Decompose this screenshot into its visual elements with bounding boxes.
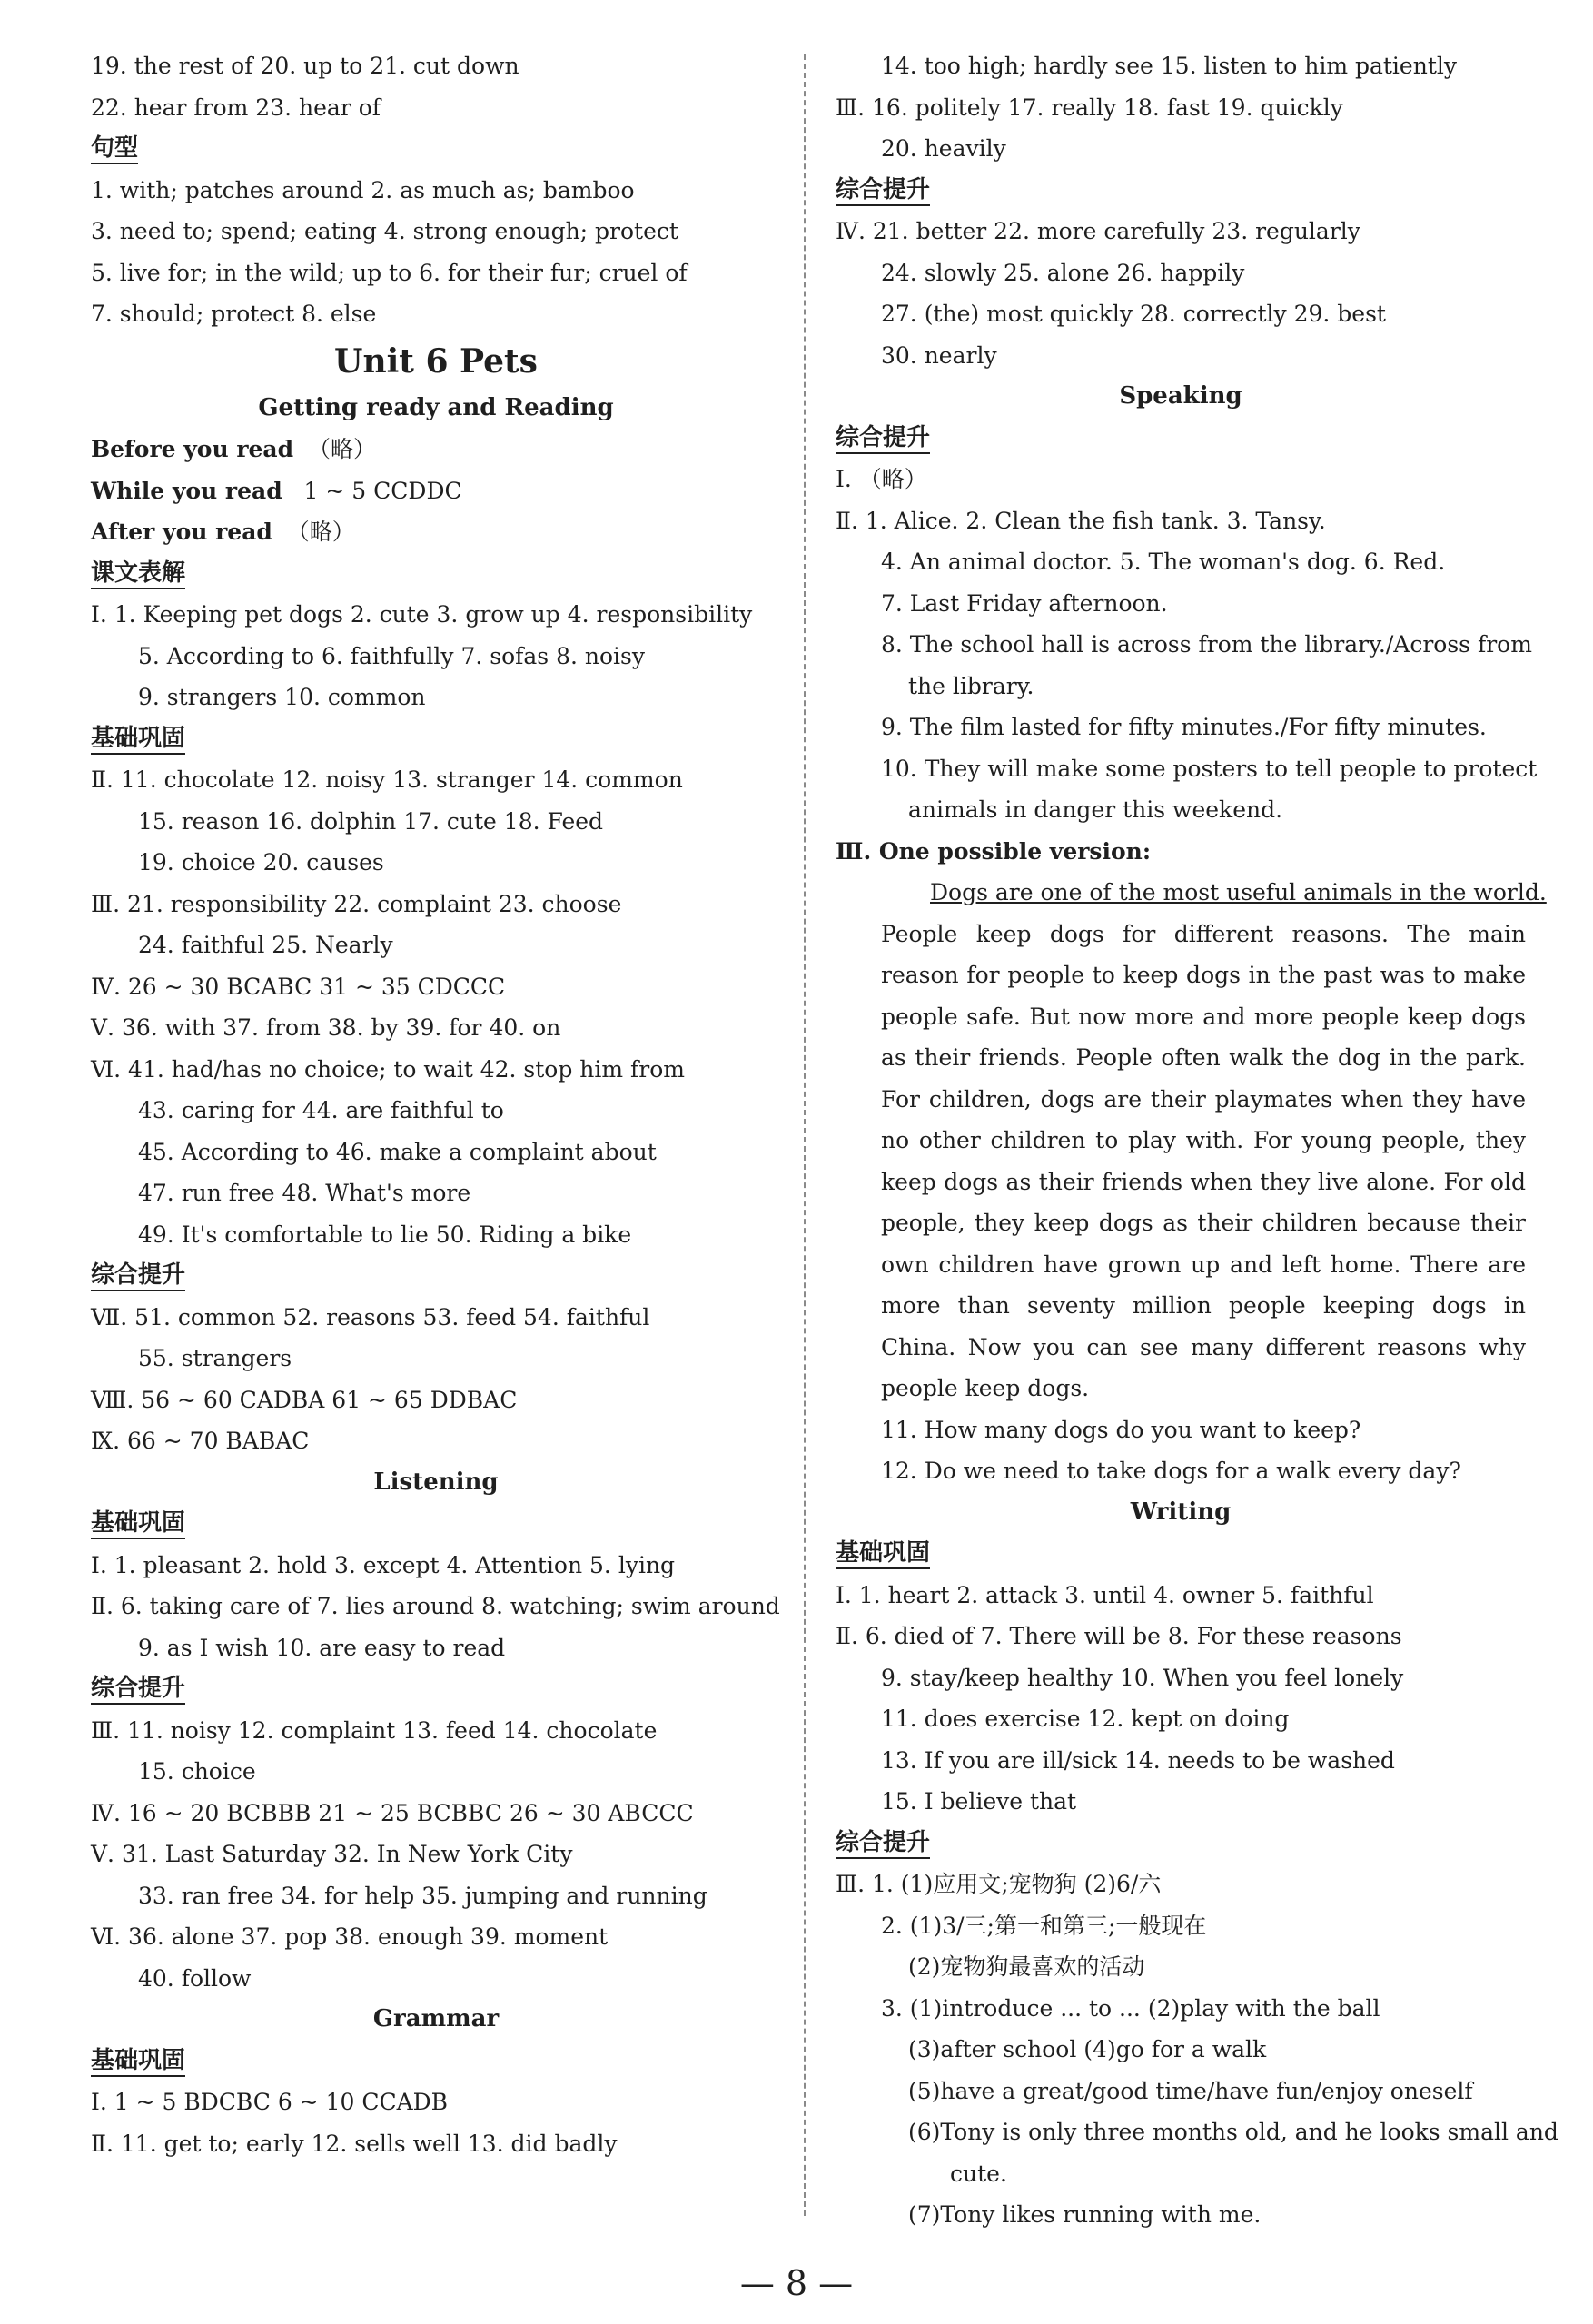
unit-title: Unit 6 Pets: [334, 341, 538, 381]
answer-line: Ⅳ. 21. better 22. more carefully 23. regularly: [836, 218, 1360, 244]
essay-first-line: Dogs are one of the most useful animals in the world.: [930, 879, 1547, 905]
answer-line: Ⅱ. 6. died of 7. There will be 8. For these reasons: [836, 1623, 1402, 1649]
answer-line: 40. follow: [138, 1964, 252, 1992]
answer-line: 27. (the) most quickly 28. correctly 29. best: [881, 301, 1386, 327]
section-header: 基础巩固: [91, 2041, 781, 2082]
essay-body: People keep dogs for different reasons. The main reason for people to keep dogs in the past was to make people safe. But now more and more people keep dogs as their friends. People often walk the dog in the park. For children, dogs are their playmates when they have no other children to play with. For young people, they keep dogs as their friends when they live alone. For old people, they keep dogs as their children because their own children have grown up and left home. There are more than seventy million people keeping dogs in China. Now you can see many different reasons why people keep dogs.: [881, 920, 1526, 1401]
answer-line: Ⅰ. 1. heart 2. attack 3. until 4. owner 5. faithful: [836, 1581, 1374, 1608]
answer-line: Ⅱ. 6. taking care of 7. lies around 8. watching; swim around: [91, 1593, 780, 1619]
answer-line: Ⅵ. 41. had/has no choice; to wait 42. stop him from: [91, 1055, 686, 1083]
answer-line: Ⅰ. 1. Keeping pet dogs 2. cute 3. grow up 4. responsibility: [91, 601, 753, 628]
section-title-reading: Getting ready and Reading: [258, 393, 614, 421]
answer-line: (2)宠物狗最喜欢的活动: [908, 1953, 1145, 1980]
answer-line: (6)Tony is only three months old, and he looks small and: [908, 2119, 1558, 2145]
section-title-writing: Writing: [1130, 1498, 1232, 1526]
answer-line: 9. The film lasted for fifty minutes./For fifty minutes.: [881, 714, 1487, 740]
answer-line: Ⅱ. 11. chocolate 12. noisy 13. stranger 14. common: [91, 766, 683, 793]
answer-line: 9. as I wish 10. are easy to read: [138, 1634, 506, 1661]
answer-line: Ⅲ. 21. responsibility 22. complaint 23. choose: [91, 890, 622, 917]
answer-line: 19. the rest of 20. up to 21. cut down: [91, 53, 519, 79]
answer-line: 2. (1)3/三;第一和第三;一般现在: [881, 1912, 1207, 1939]
answer-line: 7. Last Friday afternoon.: [881, 589, 1168, 617]
answer-line: animals in danger this weekend.: [908, 796, 1283, 823]
answer-line: 11. How many dogs do you want to keep?: [881, 1416, 1361, 1443]
right-column: [836, 45, 1558, 2236]
answer-line: Ⅴ. 31. Last Saturday 32. In New York City: [91, 1841, 573, 1867]
answer-line: Ⅰ. 1 ~ 5 BDCBC 6 ~ 10 CCADB: [91, 2089, 449, 2115]
answer-line: 43. caring for 44. are faithful to: [138, 1097, 504, 1123]
answer-line: Ⅱ. 11. get to; early 12. sells well 13. did badly: [91, 2130, 618, 2157]
section-title-listening: Listening: [373, 1468, 499, 1496]
answer-line: 24. slowly 25. alone 26. happily: [881, 259, 1245, 286]
answer-line: 4. An animal doctor. 5. The woman's dog. 6. Red.: [881, 549, 1446, 575]
answer-line: 9. stay/keep healthy 10. When you feel lonely: [881, 1664, 1404, 1691]
possible-version-label: Ⅲ. One possible version:: [836, 837, 1152, 865]
answer-line: 10. They will make some posters to tell people to protect: [881, 755, 1538, 782]
answer-line: Ⅲ. 1. (1)应用文;宠物狗 (2)6/六: [836, 1871, 1162, 1897]
answer-line: 15. choice: [138, 1758, 256, 1785]
answer-line: Ⅷ. 56 ~ 60 CADBA 61 ~ 65 DDBAC: [91, 1386, 518, 1413]
section-header: 综合提升: [836, 418, 1526, 460]
while-you-read: While you read 1 ~ 5 CCDDC: [91, 477, 462, 504]
answer-line: 33. ran free 34. for help 35. jumping and running: [138, 1882, 707, 1909]
answer-line: 1. with; patches around 2. as much as; bamboo: [91, 176, 635, 203]
answer-line: 3. (1)introduce ... to ... (2)play with the ball: [881, 1994, 1380, 2022]
answer-line: 11. does exercise 12. kept on doing: [881, 1706, 1290, 1732]
answer-line: Ⅵ. 36. alone 37. pop 38. enough 39. moment: [91, 1923, 609, 1950]
answer-line: Ⅲ. 16. politely 17. really 18. fast 19. quickly: [836, 94, 1343, 121]
section-header: 综合提升: [91, 1668, 781, 1710]
answer-line: Ⅰ. （略）: [836, 466, 927, 492]
section-header: 基础巩固: [836, 1533, 1526, 1575]
column-divider: [804, 54, 806, 2216]
answer-line: 5. According to 6. faithfully 7. sofas 8. noisy: [138, 642, 645, 669]
answer-line: 13. If you are ill/sick 14. needs to be washed: [881, 1746, 1395, 1774]
section-header: 综合提升: [836, 170, 1526, 212]
section-title-grammar: Grammar: [372, 2005, 500, 2032]
answer-line: Ⅲ. 11. noisy 12. complaint 13. feed 14. chocolate: [91, 1716, 658, 1744]
section-header: 课文表解: [91, 553, 781, 595]
answer-line: the library.: [908, 672, 1034, 699]
section-header: 综合提升: [91, 1255, 781, 1297]
answer-line: (3)after school (4)go for a walk: [908, 2036, 1267, 2062]
answer-line: 15. reason 16. dolphin 17. cute 18. Feed: [138, 807, 604, 835]
answer-line: Ⅶ. 51. common 52. reasons 53. feed 54. faithful: [91, 1303, 650, 1330]
left-column: [91, 45, 781, 2164]
answer-line: 45. According to 46. make a complaint about: [138, 1138, 657, 1165]
answer-line: 3. need to; spend; eating 4. strong enough; protect: [91, 218, 678, 244]
page-number: — 8 —: [739, 2263, 854, 2303]
answer-line: 55. strangers: [138, 1345, 292, 1371]
answer-line: Ⅸ. 66 ~ 70 BABAC: [91, 1428, 310, 1454]
answer-line: 9. strangers 10. common: [138, 684, 426, 710]
answer-line: Ⅳ. 16 ~ 20 BCBBB 21 ~ 25 BCBBC 26 ~ 30 ABCCC: [91, 1799, 694, 1826]
answer-line: 12. Do we need to take dogs for a walk every day?: [881, 1458, 1461, 1484]
answer-line: 15. I believe that: [881, 1788, 1077, 1815]
before-you-read: Before you read （略）: [91, 436, 377, 462]
answer-line: Ⅱ. 1. Alice. 2. Clean the fish tank. 3. Tansy.: [836, 507, 1326, 534]
answer-line: Ⅰ. 1. pleasant 2. hold 3. except 4. Attention 5. lying: [91, 1551, 676, 1578]
section-header: 句型: [91, 128, 781, 170]
answer-line: cute.: [950, 2160, 1007, 2187]
answer-line: 5. live for; in the wild; up to 6. for their fur; cruel of: [91, 259, 688, 286]
answer-line: 14. too high; hardly see 15. listen to him patiently: [881, 53, 1457, 79]
answer-line: (5)have a great/good time/have fun/enjoy oneself: [908, 2077, 1473, 2104]
answer-line: 30. nearly: [881, 341, 997, 369]
answer-line: 24. faithful 25. Nearly: [138, 932, 393, 958]
answer-line: (7)Tony likes running with me.: [908, 2201, 1262, 2228]
section-header: 基础巩固: [91, 718, 781, 760]
after-you-read: After you read （略）: [91, 519, 355, 545]
answer-line: 7. should; protect 8. else: [91, 301, 377, 327]
answer-line: Ⅳ. 26 ~ 30 BCABC 31 ~ 35 CDCCC: [91, 973, 506, 1000]
section-header: 基础巩固: [91, 1503, 781, 1545]
answer-line: 8. The school hall is across from the library./Across from: [881, 631, 1532, 658]
answer-line: 22. hear from 23. hear of: [91, 94, 381, 121]
answer-line: Ⅴ. 36. with 37. from 38. by 39. for 40. on: [91, 1014, 561, 1041]
answer-line: 19. choice 20. causes: [138, 849, 384, 875]
answer-line: 47. run free 48. What's more: [138, 1180, 471, 1206]
section-title-speaking: Speaking: [1119, 382, 1242, 410]
section-header: 综合提升: [836, 1823, 1526, 1864]
answer-line: 49. It's comfortable to lie 50. Riding a bike: [138, 1221, 632, 1248]
answer-line: 20. heavily: [881, 135, 1006, 162]
